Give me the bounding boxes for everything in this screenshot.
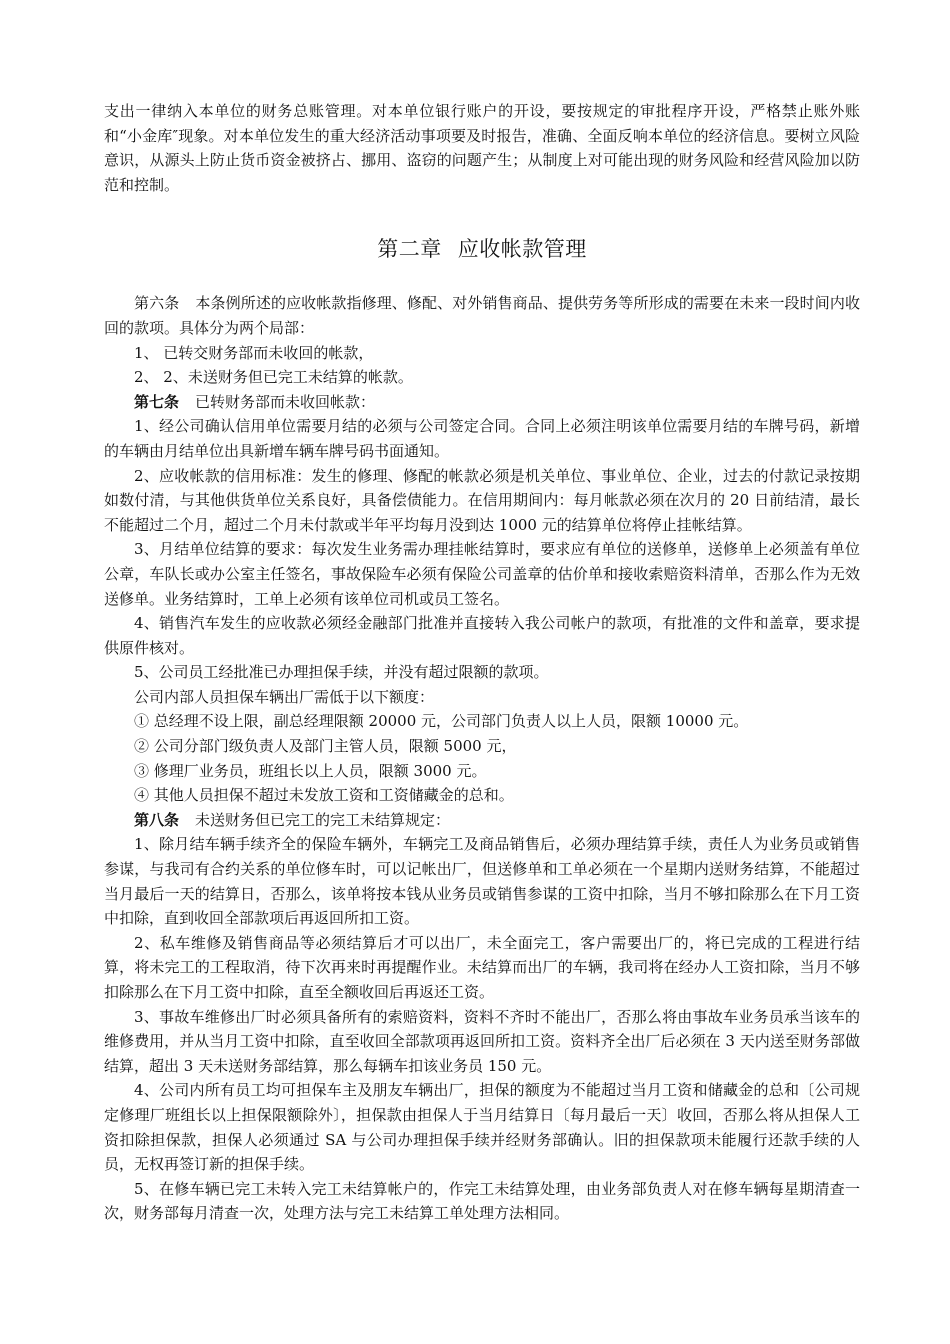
article7-paragraph: 公司内部人员担保车辆出厂需低于以下额度： (134, 687, 435, 706)
article8-heading (104, 808, 860, 833)
document-page (104, 99, 860, 1226)
article7-paragraph: 5、公司员工经批准已办理担保手续，并没有超过限额的款项。 (134, 663, 549, 682)
article7-limit-item: ① 总经理不设上限，副总经理限额 20000 元，公司部门负责人以上人员，限额 10000 元。 (134, 712, 749, 731)
article8-paragraph: 5、在修车辆已完工未转入完工未结算帐户的，作完工未结算处理，由业务部负责人对在修车辆每星期清查一次，财务部每月清查一次，处理方法与完工未结算工单处理方法相同。 (104, 1179, 860, 1223)
chapter-title: 应收帐款管理 (457, 237, 587, 262)
article7-label: 第七条 (134, 392, 180, 411)
article8-paragraph: 2、私车维修及销售商品等必须结算后才可以出厂，未全面完工，客户需要出厂的，将已完成的工程进行结算，将未完工的工程取消，待下次再来时再提醒作业。未结算而出厂的车辆，我司将在经办人工资扣除，当月不够扣除那么在下月工资中扣除，直至全额收回后再返还工资。 (104, 933, 860, 1001)
article8-paragraph: 3、事故车维修出厂时必须具备所有的索赔资料，资料不齐时不能出厂，否那么将由事故车业务员承当该车的维修费用，并从当月工资中扣除，直至收回全部款项再返回所扣工资。资料齐全出厂后必须在 3 天内送至财务部做结算，超出 3 天未送财务部结算，那么每辆车扣该业务员 150 元。 (104, 1007, 860, 1075)
article6-paragraph (104, 291, 860, 340)
article6-label: 第六条 (134, 294, 180, 313)
article7-limit-item: ② 公司分部门级负责人及部门主管人员，限额 5000 元， (134, 737, 517, 756)
article7-limit-item: ③ 修理厂业务员，班组长以上人员，限额 3000 元。 (134, 761, 487, 780)
article7-limit-item: ④ 其他人员担保不超过未发放工资和工资储藏金的总和。 (134, 786, 514, 805)
article6-item: 2、 2、未送财务但已完工未结算的帐款。 (134, 368, 413, 387)
article8-heading-text: 未送财务但已完工的完工未结算规定： (195, 810, 451, 829)
chapter-number: 第二章 (377, 237, 442, 262)
article7-paragraph: 3、月结单位结算的要求：每次发生业务需办理挂帐结算时，要求应有单位的送修单，送修单上必须盖有单位公章，车队长或办公室主任签名，事故保险车必须有保险公司盖章的估价单和接收索赔资料清单，否那么作为无效送修单。业务结算时，工单上必须有该单位司机或员工签名。 (104, 540, 860, 608)
chapter-heading (104, 234, 860, 264)
article6-item: 1、 已转交财务部而未收回的帐款， (134, 343, 374, 362)
article7-paragraph: 1、经公司确认信用单位需要月结的必须与公司签定合同。合同上必须注明该单位需要月结的车牌号码，新增的车辆由月结单位出具新增车辆车牌号码书面通知。 (104, 417, 860, 460)
article7-heading (104, 390, 860, 415)
article8-paragraph: 1、除月结车辆手续齐全的保险车辆外，车辆完工及商品销售后，必须办理结算手续，责任人为业务员或销售参谋，与我司有合约关系的单位修车时，可以记帐出厂，但送修单和工单必须在一个星期内送财务结算，不能超过当月最后一天的结算日，否那么，该单将按本钱从业务员或销售参谋的工资中扣除，当月不够扣除那么在下月工资中扣除，直到收回全部款项后再返回所扣工资。 (104, 835, 860, 928)
article7-paragraph: 4、销售汽车发生的应收款必须经金融部门批准并直接转入我公司帐户的款项，有批准的文件和盖章，要求提供原件核对。 (104, 614, 860, 657)
article7-heading-text: 已转财务部而未收回帐款： (195, 392, 376, 411)
article6-text: 本条例所述的应收帐款指修理、修配、对外销售商品、提供劳务等所形成的需要在未来一段时间内收回的款项。具体分为两个局部： (104, 294, 860, 337)
article8-label: 第八条 (134, 810, 180, 829)
article7-paragraph: 2、应收帐款的信用标准：发生的修理、修配的帐款必须是机关单位、事业单位、企业，过去的付款记录按期如数付清，与其他供货单位关系良好，具备偿债能力。在信用期间内：每月帐款必须在次月的 20 日前结清，最长不能超过二个月，超过二个月未付款或半年平均每月没到达 1000 元的结算单位将停止挂帐结算。 (104, 466, 860, 534)
article8-paragraph: 4、公司内所有员工均可担保车主及朋友车辆出厂，担保的额度为不能超过当月工资和储藏金的总和〔公司规定修理厂班组长以上担保限额除外〕，担保款由担保人于当月结算日〔每月最后一天〕收回，否那么将从担保人工资扣除担保款，担保人必须通过 SA 与公司办理担保手续并经财务部确认。旧的担保款项未能履行还款手续的人员，无权再签订新的担保手续。 (104, 1081, 860, 1174)
intro-paragraph: 支出一律纳入本单位的财务总账管理。对本单位银行账户的开设，要按规定的审批程序开设，严格禁止账外账和“小金库″现象。对本单位发生的重大经济活动事项要及时报告，准确、全面反响本单位的经济信息。要树立风险意识，从源头上防止货币资金被挤占、挪用、盗窃的问题产生；从制度上对可能出现的财务风险和经营风险加以防范和控制。 (104, 102, 860, 194)
